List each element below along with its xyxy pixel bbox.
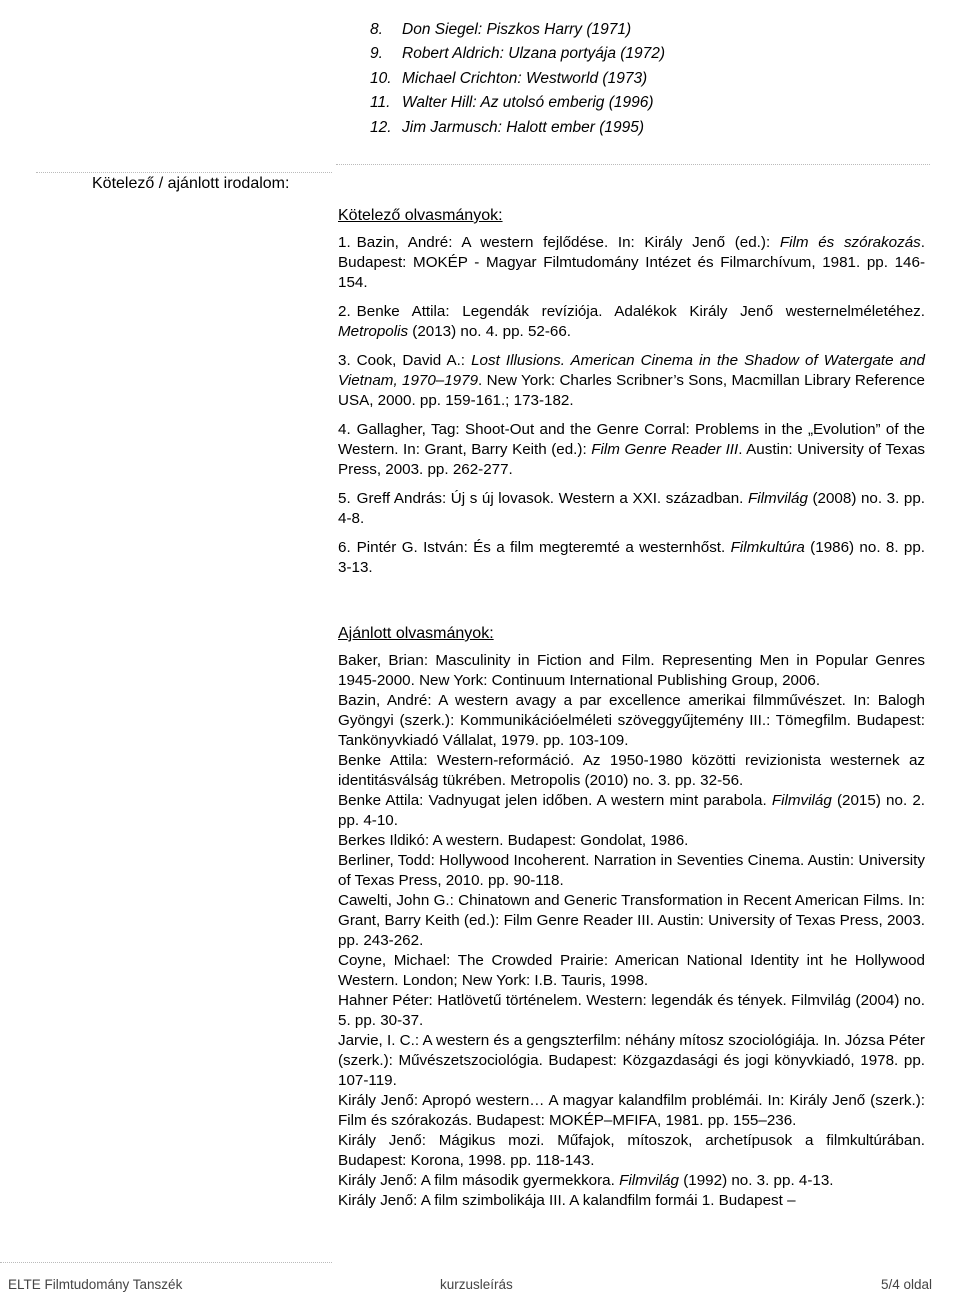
- film-item: [338, 42, 938, 66]
- film-item: [338, 67, 938, 91]
- reference-item: [338, 1171, 925, 1191]
- reference-text-rest: . Budapest: MOKÉP - Magyar Filmtudomány Intézet és Filmarchívum, 1981. pp. 146-154.: [338, 234, 925, 291]
- reference-text: Greff András: Új s új lovasok. Western a XXI. században.: [356, 490, 748, 507]
- footer-page-number: 5/4 oldal: [880, 1277, 932, 1292]
- reference-text: Benke Attila: Vadnyugat jelen időben. A western mint parabola.: [338, 792, 772, 809]
- reference-title: Film és szórakozás: [779, 234, 921, 251]
- reference-text-rest: (2008) no. 3. pp. 4-8.: [338, 490, 926, 527]
- film-number: 10.: [370, 69, 392, 87]
- film-number: 9.: [370, 45, 383, 63]
- reference-number: 1.: [338, 234, 351, 251]
- section-divider-left: [36, 172, 332, 173]
- reference-item: [338, 791, 925, 831]
- reference-item: [338, 951, 925, 991]
- reference-number: 5.: [338, 490, 351, 507]
- film-title: Walter Hill: Az utolsó emberig (1996): [402, 94, 654, 112]
- reference-item: [338, 651, 925, 691]
- reference-text: Gallagher, Tag: Shoot-Out and the Genre Corral: Problems in the „Evolution” of the Western. In: Grant, Barry Keith (ed.):: [338, 421, 925, 458]
- reference-number: 3.: [338, 352, 351, 369]
- reference-text: Hahner Péter: Hatlövetű történelem. Western: legendák és tények. Filmvilág (2004) no. 5. pp. 30-37.: [338, 992, 925, 1029]
- film-title: Robert Aldrich: Ulzana portyája (1972): [402, 45, 666, 63]
- reference-text: Jarvie, I. C.: A western és a gengszterfilm: néhány mítosz szociológiája. In. Józsa Péter (szerk.): Művészetszociológia. Budapest: Közgazdasági és jogi könyvkiadó, 1978. pp. 107-119.: [338, 1032, 925, 1089]
- reference-text: Király Jenő: A film második gyermekkora.: [338, 1172, 620, 1189]
- reference-text: Cook, David A.:: [356, 352, 472, 369]
- reference-text-rest: . New York: Charles Scribner’s Sons, Macmillan Library Reference USA, 2000. pp. 159-161.; 173-182.: [338, 372, 925, 409]
- reference-text: Bazin, André: A western fejlődése. In: Király Jenő (ed.):: [356, 234, 780, 251]
- recommended-heading: Ajánlott olvasmányok:: [338, 625, 494, 642]
- reference-number: 2.: [338, 303, 351, 320]
- reference-title: Filmvilág: [619, 1172, 679, 1189]
- reference-text: Bazin, André: A western avagy a par excellence amerikai filmművészet. In: Balogh Gyöngyi (szerk.): Kommunikációelméleti szöveggyűjtemény III.: Tömegfilm. Budapest: Tankönyvkiadó Vállalat, 1979. pp. 103-109.: [338, 692, 925, 749]
- reference-item: [338, 691, 925, 751]
- footer-divider: [0, 1262, 332, 1263]
- reference-item: [338, 751, 925, 791]
- film-number: 8.: [370, 21, 383, 38]
- reference-item: [338, 1191, 925, 1211]
- reference-text: Benke Attila: Western-reformáció. Az 1950-1980 közötti revizionista westernek az identitásválság tükrében. Metropolis (2010) no. 3. pp. 32-56.: [338, 752, 925, 789]
- reference-text-rest: (2015) no. 2. pp. 4-10.: [338, 792, 926, 829]
- reference-title: Filmkultúra: [730, 539, 805, 556]
- reference-item: [338, 1131, 925, 1171]
- reference-number: 4.: [338, 421, 351, 438]
- film-item: [338, 116, 938, 140]
- reference-number: 6.: [338, 539, 351, 556]
- reference-text: Berliner, Todd: Hollywood Incoherent. Narration in Seventies Cinema. Austin: University of Texas Press, 2010. pp. 90-118.: [338, 852, 925, 889]
- reference-item: [338, 351, 925, 411]
- film-item: [338, 18, 938, 42]
- reference-text: Király Jenő: Apropó western… A magyar kalandfilm problémái. In: Király Jenő (szerk.): Film és szórakozás. Budapest: MOKÉP–MFIFA, 1981. pp. 155–236.: [338, 1092, 925, 1129]
- section-divider: [336, 164, 930, 165]
- reference-item: [338, 420, 925, 480]
- reference-item: [338, 233, 925, 293]
- film-title: Jim Jarmusch: Halott ember (1995): [402, 118, 645, 136]
- reference-title: Lost Illusions. American Cinema in the Shadow of Watergate and Vietnam, 1970–1979: [338, 352, 925, 389]
- reference-item: [338, 302, 925, 342]
- film-list: [338, 18, 938, 140]
- reference-item: [338, 851, 925, 891]
- film-item: [338, 91, 938, 115]
- reference-title: Metropolis: [338, 323, 409, 340]
- required-reading-list: [338, 233, 925, 587]
- film-title: Michael Crichton: Westworld (1973): [402, 69, 648, 87]
- film-number: 12.: [370, 118, 392, 136]
- section-label: Kötelező / ajánlott irodalom:: [92, 175, 290, 192]
- reference-text-rest: (1992) no. 3. pp. 4-13.: [679, 1172, 834, 1189]
- reference-item: [338, 538, 925, 578]
- reference-item: [338, 991, 925, 1031]
- reference-title: Filmvilág: [771, 792, 832, 809]
- reference-text: Benke Attila: Legendák revíziója. Adalékok Király Jenő westernelméletéhez.: [356, 303, 925, 320]
- reference-text-rest: (2013) no. 4. pp. 52-66.: [408, 323, 572, 340]
- reference-text: Király Jenő: A film szimbolikája III. A kalandfilm formái 1. Budapest –: [338, 1192, 796, 1209]
- reference-item: [338, 1031, 925, 1091]
- reference-text: Berkes Ildikó: A western. Budapest: Gondolat, 1986.: [338, 832, 689, 849]
- footer-department: ELTE Filmtudomány Tanszék: [8, 1277, 183, 1292]
- reference-item: [338, 891, 925, 951]
- reference-item: [338, 831, 925, 851]
- reference-text: Cawelti, John G.: Chinatown and Generic Transformation in Recent American Films. In: Grant, Barry Keith (ed.): Film Genre Reader III. Austin: University of Texas Press, 2003. pp. 243-262.: [338, 892, 925, 949]
- required-heading: Kötelező olvasmányok:: [338, 207, 503, 224]
- reference-text: Király Jenő: Mágikus mozi. Műfajok, mítoszok, archetípusok a filmkultúrában. Budapest: Korona, 1998. pp. 118-143.: [338, 1132, 925, 1169]
- reference-item: [338, 1091, 925, 1131]
- film-title: Don Siegel: Piszkos Harry (1971): [402, 21, 632, 38]
- reference-text-rest: (1986) no. 8. pp. 3-13.: [338, 539, 926, 576]
- reference-text: Coyne, Michael: The Crowded Prairie: American National Identity int he Hollywood Western. London; New York: I.B. Tauris, 1998.: [338, 952, 925, 989]
- reference-title: Filmvilág: [747, 490, 808, 507]
- reference-title: Film Genre Reader III: [591, 441, 739, 458]
- reference-item: [338, 489, 925, 529]
- film-number: 11.: [370, 94, 391, 112]
- reference-text: Baker, Brian: Masculinity in Fiction and Film. Representing Men in Popular Genres 1945-2000. New York: Continuum International Publishing Group, 2006.: [338, 652, 925, 689]
- reference-text-rest: . Austin: University of Texas Press, 2003. pp. 262-277.: [338, 441, 925, 478]
- reference-text: Pintér G. István: És a film megteremté a westernhőst.: [356, 539, 731, 556]
- recommended-reading-list: [338, 651, 925, 1211]
- footer-doc-type: kurzusleírás: [440, 1277, 513, 1292]
